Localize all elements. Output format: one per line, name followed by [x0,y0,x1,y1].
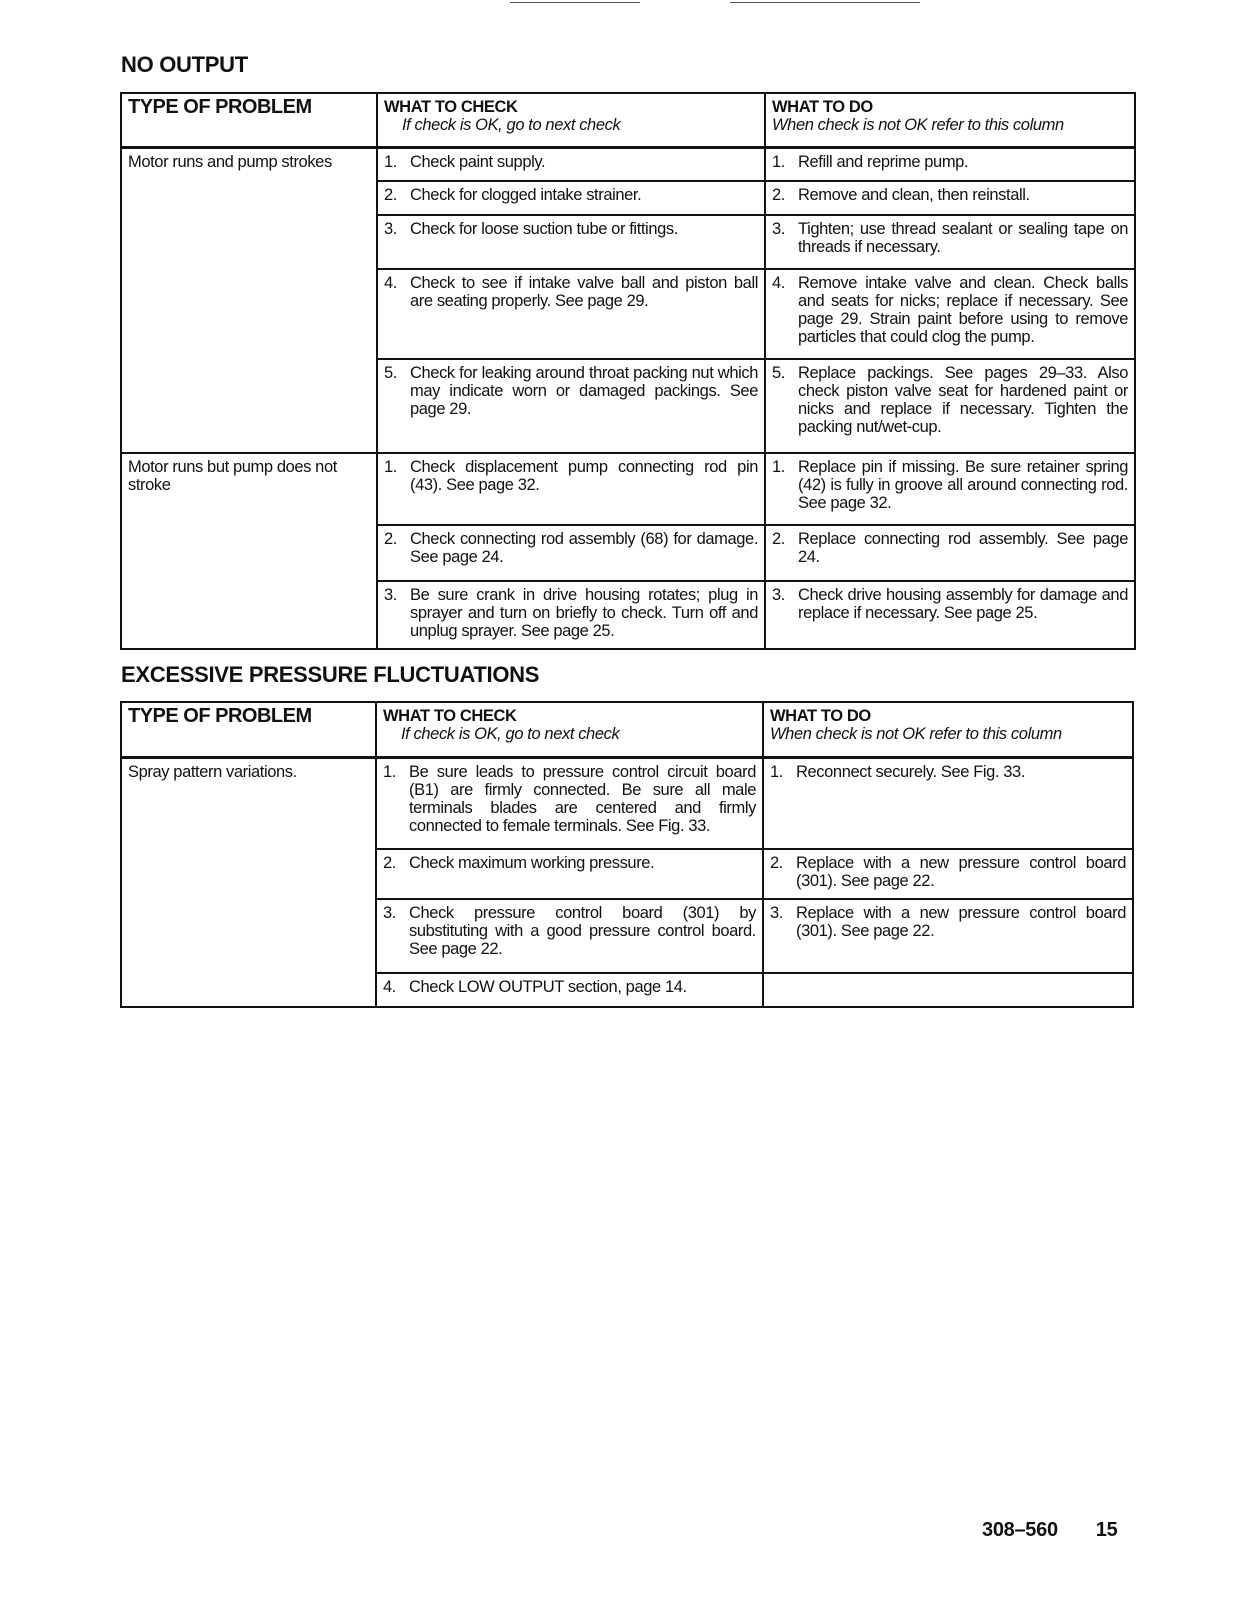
check-text: Check maximum working pressure. [409,854,655,872]
check-cell [377,525,765,581]
section-title-pressure-fluctuations: EXCESSIVE PRESSURE FLUCTUATIONS [121,662,540,687]
check-number: 5. [384,364,397,382]
header-what-to-check-subtitle: If check is OK, go to next check [402,116,621,134]
check-number: 2. [384,530,397,548]
action-cell [763,899,1133,973]
scan-rule [730,2,920,3]
check-item [384,458,758,494]
action-item [772,153,1128,171]
action-cell [765,581,1135,649]
action-number: 2. [772,186,785,204]
check-cell [377,181,765,215]
check-item [383,854,756,872]
check-cell [377,359,765,453]
check-item [384,186,758,204]
page-footer [982,1519,1117,1542]
header-what-to-do [763,702,1133,757]
check-number: 4. [383,978,396,996]
check-text: Check to see if intake valve ball and piston ball are seating properly. See page 29. [410,274,758,310]
check-number: 3. [383,904,396,922]
check-number: 1. [384,152,397,171]
problem-cell: Spray pattern variations. [121,757,376,1007]
check-item [383,763,756,835]
action-item [772,530,1128,566]
header-type-of-problem: TYPE OF PROBLEM [121,93,377,147]
action-text: Remove and clean, then reinstall. [798,186,1030,204]
action-text: Tighten; use thread sealant or sealing tape on threads if necessary. [798,220,1128,256]
header-type-of-problem: TYPE OF PROBLEM [121,702,376,757]
action-text: Reconnect securely. See Fig. 33. [796,762,1026,781]
action-cell [763,757,1133,849]
header-what-to-do-title: WHAT TO DO [770,707,871,725]
action-number: 2. [770,854,783,872]
action-text: Remove intake valve and clean. Check balls and seats for nicks; replace if necessary. See page 29. Strain paint before using to remove particles that could clog the pump. [798,274,1128,346]
header-what-to-do-subtitle: When check is not OK refer to this column [772,116,1064,134]
check-cell [377,269,765,359]
header-what-to-do [765,93,1135,147]
action-number: 4. [772,274,785,292]
action-item [772,220,1128,256]
check-number: 2. [383,854,396,872]
check-text: Be sure leads to pressure control circuit board (B1) are firmly connected. Be sure all male terminals blades are centered and firmly connected to female terminals. See Fig. 33. [409,762,756,835]
check-cell [376,757,763,849]
action-item [772,458,1128,512]
action-number: 5. [772,364,785,382]
header-what-to-do-subtitle: When check is not OK refer to this column [770,725,1062,743]
check-number: 3. [384,586,397,604]
header-what-to-do-title: WHAT TO DO [772,98,873,116]
check-cell [377,215,765,269]
action-text: Replace with a new pressure control board (301). See page 22. [796,854,1126,890]
check-text: Check for leaking around throat packing nut which may indicate worn or damaged packings. See page 29. [410,364,758,418]
action-number: 3. [770,904,783,922]
scan-rule [510,2,640,3]
action-number: 3. [772,220,785,238]
action-item [772,364,1128,436]
check-item [384,586,758,640]
action-item [770,904,1126,940]
action-text: Replace pin if missing. Be sure retainer spring (42) is fully in groove all around connecting rod. See page 32. [798,458,1128,512]
action-cell [765,147,1135,181]
check-text: Check paint supply. [410,152,546,171]
check-cell [376,899,763,973]
table-header-row [121,702,1133,757]
action-text: Refill and reprime pump. [798,152,969,171]
action-number: 2. [772,530,785,548]
check-cell [377,581,765,649]
header-what-to-check-title: WHAT TO CHECK [383,707,517,725]
check-number: 4. [384,274,397,292]
check-item [383,978,756,996]
check-item [384,274,758,310]
check-number: 2. [384,186,397,204]
check-item [384,530,758,566]
action-item [772,586,1128,622]
check-cell [376,973,763,1007]
check-text: Check for loose suction tube or fittings. [410,220,678,238]
action-number: 1. [770,762,783,781]
action-cell [765,453,1135,525]
check-number: 1. [383,762,396,781]
problem-cell: Motor runs but pump does not stroke [121,453,377,649]
action-item [770,763,1126,781]
page-number: 15 [1095,1519,1118,1541]
check-text: Be sure crank in drive housing rotates; plug in sprayer and turn on briefly to check. Turn off and unplug sprayer. See page 25. [410,586,758,640]
check-text: Check connecting rod assembly (68) for damage. See page 24. [410,530,758,566]
action-text: Replace packings. See pages 29–33. Also check piston valve seat for hardened paint or nicks and replace if necessary. Tighten the packing nut/wet-cup. [798,364,1128,436]
check-text: Check displacement pump connecting rod pin (43). See page 32. [410,458,758,494]
header-what-to-check [377,93,765,147]
no-output-table [120,92,1136,650]
pressure-fluctuations-table [120,701,1134,1008]
action-cell [763,973,1133,1007]
problem-cell: Motor runs and pump strokes [121,147,377,453]
section-title-no-output: NO OUTPUT [121,52,248,77]
header-what-to-check [376,702,763,757]
document-number: 308–560 [982,1519,1058,1541]
action-cell [765,215,1135,269]
check-item [384,153,758,171]
action-text: Replace with a new pressure control board (301). See page 22. [796,904,1126,940]
action-cell [765,269,1135,359]
action-item [772,274,1128,346]
header-what-to-check-title: WHAT TO CHECK [384,98,518,116]
table-row [121,147,1135,181]
action-text: Check drive housing assembly for damage and replace if necessary. See page 25. [798,586,1128,622]
check-text: Check for clogged intake strainer. [410,186,642,204]
table-row [121,757,1133,849]
action-number: 1. [772,458,785,476]
check-number: 1. [384,458,397,476]
action-item [772,186,1128,204]
action-cell [763,849,1133,899]
header-what-to-check-subtitle: If check is OK, go to next check [401,725,620,743]
table-header-row [121,93,1135,147]
action-number: 1. [772,152,785,171]
check-cell [377,147,765,181]
check-item [384,220,758,238]
check-cell [376,849,763,899]
check-cell [377,453,765,525]
action-cell [765,525,1135,581]
check-text: Check LOW OUTPUT section, page 14. [409,978,687,996]
check-item [384,364,758,418]
action-cell [765,181,1135,215]
action-item [770,854,1126,890]
check-item [383,904,756,958]
action-number: 3. [772,586,785,604]
check-text: Check pressure control board (301) by substituting with a good pressure control board. See page 22. [409,904,756,958]
check-number: 3. [384,220,397,238]
table-row [121,453,1135,525]
action-cell [765,359,1135,453]
action-text: Replace connecting rod assembly. See page 24. [798,530,1128,566]
